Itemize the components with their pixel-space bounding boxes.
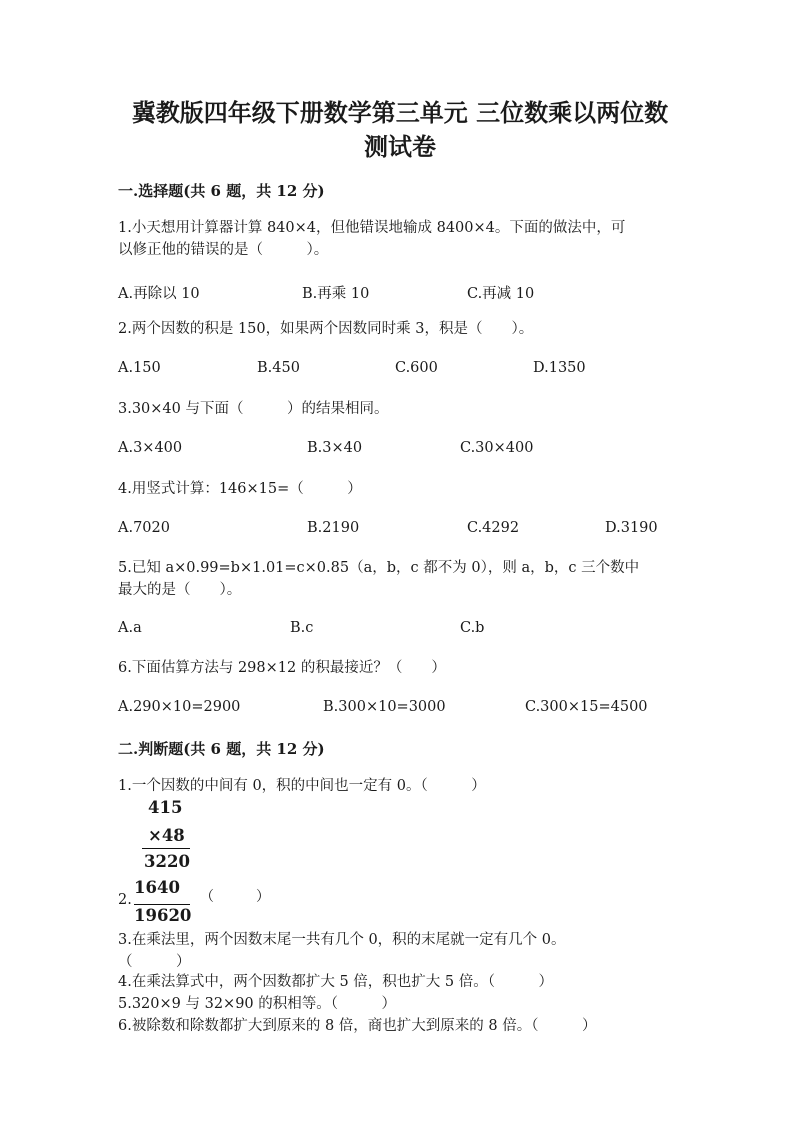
judge-question-3: [118, 929, 678, 973]
question-5-option-c[interactable]: C.b: [460, 620, 485, 636]
judge-question-4: 4.在乘法算式中，两个因数都扩大 5 倍，积也扩大 5 倍。（ ）: [118, 974, 553, 990]
question-1-option-b[interactable]: B.再乘 10: [302, 286, 370, 302]
judge-question-3-line-1: 3.在乘法里，两个因数末尾一共有几个 0，积的末尾就一定有几个 0。: [118, 932, 566, 948]
section-heading-choice: 一.选择题(共 6 题，共 12 分): [118, 182, 325, 200]
judge-question-2-number: 2.: [118, 892, 132, 908]
calc-partial-2: 1640: [134, 878, 180, 897]
question-2-option-b[interactable]: B.450: [257, 360, 300, 376]
judge-question-5: 5.320×9 与 32×90 的积相等。（ ）: [118, 996, 397, 1012]
question-5-line-1: 5.已知 a×0.99=b×1.01=c×0.85（a，b，c 都不为 0），则 a，b，c 三个数中: [118, 560, 640, 576]
page-title: [100, 96, 700, 164]
question-1-line-2: 以修正他的错误的是（ ）。: [118, 242, 329, 258]
question-4-option-a[interactable]: A.7020: [118, 520, 170, 536]
question-2-option-a[interactable]: A.150: [118, 360, 161, 376]
question-6: 6.下面估算方法与 298×12 的积最接近？（ ）: [118, 660, 446, 676]
title-line-2: 测试卷: [364, 132, 436, 161]
question-6-option-a[interactable]: A.290×10=2900: [118, 699, 241, 715]
calc-partial-1: 3220: [144, 852, 190, 871]
calc-line-1: [142, 848, 190, 849]
title-line-1: 冀教版四年级下册数学第三单元 三位数乘以两位数: [131, 98, 669, 127]
question-1-line-1: 1.小天想用计算器计算 840×4，但他错误地输成 8400×4。下面的做法中，可: [118, 220, 626, 236]
judge-question-3-line-2: （ ）: [118, 954, 191, 970]
question-1-option-a[interactable]: A.再除以 10: [118, 286, 200, 302]
question-4-option-d[interactable]: D.3190: [605, 520, 658, 536]
question-5-option-a[interactable]: A.a: [118, 620, 142, 636]
calc-multiplier: ×48: [148, 826, 185, 845]
question-2: 2.两个因数的积是 150，如果两个因数同时乘 3，积是（ ）。: [118, 321, 534, 337]
question-5-line-2: 最大的是（ ）。: [118, 582, 242, 598]
question-3-option-c[interactable]: C.30×400: [460, 440, 534, 456]
question-3-option-a[interactable]: A.3×400: [118, 440, 183, 456]
question-3: 3.30×40 与下面（ ）的结果相同。: [118, 401, 389, 417]
section-heading-judge: 二.判断题(共 6 题，共 12 分): [118, 740, 325, 758]
question-6-option-b[interactable]: B.300×10=3000: [323, 699, 446, 715]
judge-question-6: 6.被除数和除数都扩大到原来的 8 倍，商也扩大到原来的 8 倍。（ ）: [118, 1018, 597, 1034]
question-2-option-c[interactable]: C.600: [395, 360, 438, 376]
question-3-option-b[interactable]: B.3×40: [307, 440, 363, 456]
calc-product: 19620: [134, 906, 192, 925]
judge-question-1: 1.一个因数的中间有 0，积的中间也一定有 0。（ ）: [118, 778, 486, 794]
question-2-option-d[interactable]: D.1350: [533, 360, 586, 376]
question-5: [118, 557, 678, 601]
judge-question-2-bracket: （ ）: [200, 889, 270, 905]
question-5-option-b[interactable]: B.c: [290, 620, 314, 636]
question-1: [118, 217, 678, 261]
question-4-option-c[interactable]: C.4292: [467, 520, 520, 536]
question-4-option-b[interactable]: B.2190: [307, 520, 360, 536]
question-4: 4.用竖式计算：146×15=（ ）: [118, 481, 362, 497]
question-6-option-c[interactable]: C.300×15=4500: [525, 699, 648, 715]
calc-multiplicand: 415: [148, 798, 183, 817]
question-1-option-c[interactable]: C.再减 10: [467, 286, 535, 302]
